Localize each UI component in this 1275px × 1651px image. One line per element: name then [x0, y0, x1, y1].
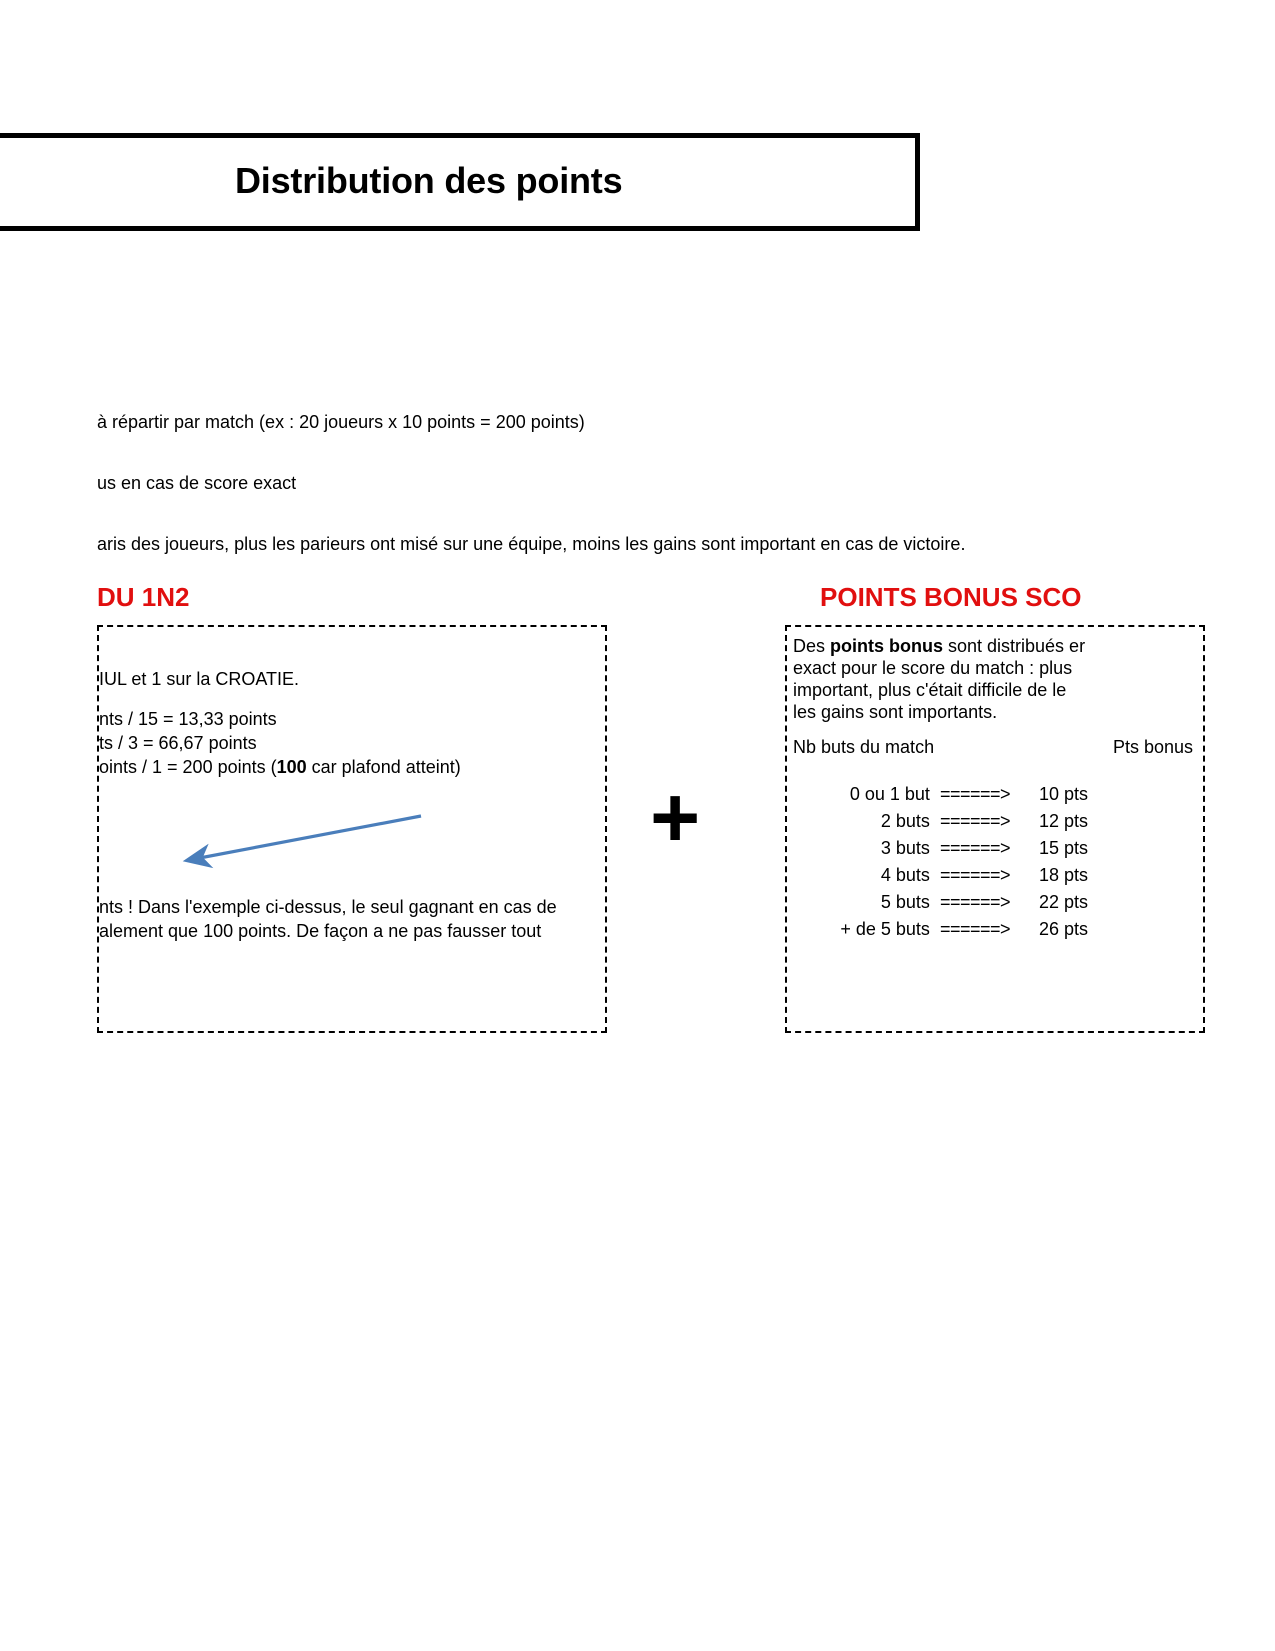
bonus-points-table — [793, 737, 1193, 946]
intro-paragraph-1: à répartir par match (ex : 20 joueurs x 10 points = 200 points) — [97, 412, 585, 432]
left-panel-line-4-suffix: car plafond atteint) — [306, 757, 461, 777]
bonus-row-arrow-icon: ======> — [939, 838, 1011, 858]
bonus-row-goals: 4 buts — [880, 865, 930, 885]
bonus-row-arrow-icon: ======> — [939, 811, 1011, 831]
bonus-row-arrow-icon: ======> — [939, 865, 1011, 885]
bonus-row-goals: 0 ou 1 but — [849, 784, 930, 804]
bonus-row-arrow-icon: ======> — [939, 892, 1011, 912]
table-row — [793, 784, 1193, 811]
bonus-row-points: 10 pts — [1038, 784, 1088, 804]
left-panel-line-6: alement que 100 points. De façon a ne pas fausser tout — [99, 921, 542, 941]
panel-points-bonus-score — [785, 625, 1205, 1033]
right-panel-paragraph-2: exact pour le score du match : plus — [793, 658, 1073, 678]
table-row — [793, 865, 1193, 892]
left-panel-line-4-cap: 100 — [276, 757, 307, 777]
intro-paragraph-3: aris des joueurs, plus les parieurs ont misé sur une équipe, moins les gains sont important en cas de victoire. — [97, 534, 966, 554]
bonus-row-points: 15 pts — [1038, 838, 1088, 858]
section-heading-bonus: POINTS BONUS SCO — [820, 582, 1082, 612]
left-panel-line-2: nts / 15 = 13,33 points — [99, 709, 277, 729]
panel-points-1n2 — [97, 625, 607, 1033]
right-panel-p1-prefix: Des — [793, 636, 831, 656]
table-row — [793, 892, 1193, 919]
intro-paragraph-2: us en cas de score exact — [97, 473, 297, 493]
left-panel-line-3: ts / 3 = 66,67 points — [99, 733, 257, 753]
bonus-row-points: 26 pts — [1038, 919, 1088, 939]
plus-operator-icon: + — [650, 770, 701, 866]
bonus-row-points: 18 pts — [1038, 865, 1088, 885]
bonus-row-points: 22 pts — [1038, 892, 1088, 912]
bonus-row-arrow-icon: ======> — [939, 919, 1011, 939]
table-row — [793, 811, 1193, 838]
bonus-row-goals: 2 buts — [880, 811, 930, 831]
left-panel-line-4 — [99, 755, 461, 779]
table-row — [793, 838, 1193, 865]
right-panel-paragraph-3: important, plus c'était difficile de le — [793, 680, 1067, 700]
bonus-table-body — [793, 784, 1193, 946]
section-heading-1n2: DU 1N2 — [97, 582, 190, 612]
bonus-row-goals: 5 buts — [880, 892, 930, 912]
table-row — [793, 919, 1193, 946]
bonus-row-arrow-icon: ======> — [939, 784, 1011, 804]
bonus-row-points: 12 pts — [1038, 811, 1088, 831]
right-panel-p1-suffix: sont distribués er — [943, 636, 1086, 656]
left-panel-line-5: nts ! Dans l'exemple ci-dessus, le seul gagnant en cas de — [99, 897, 557, 917]
right-panel-paragraph-4: les gains sont importants. — [793, 702, 998, 722]
bonus-row-goals: + de 5 buts — [840, 919, 930, 939]
right-panel-paragraph-1 — [793, 635, 1085, 657]
bonus-table-header-goals: Nb buts du match — [793, 737, 935, 757]
bonus-table-header-row — [793, 737, 1193, 784]
page-title: Distribution des points — [235, 160, 623, 201]
left-panel-line-4-prefix: oints / 1 = 200 points ( — [99, 757, 277, 777]
bonus-table-head — [793, 737, 1193, 784]
title-box — [0, 133, 920, 231]
bonus-row-goals: 3 buts — [880, 838, 930, 858]
blue-arrow-left-icon — [169, 812, 429, 872]
bonus-table-header-points: Pts bonus — [1112, 737, 1193, 757]
left-panel-line-1: IUL et 1 sur la CROATIE. — [99, 669, 300, 689]
right-panel-p1-strong: points bonus — [830, 636, 943, 656]
